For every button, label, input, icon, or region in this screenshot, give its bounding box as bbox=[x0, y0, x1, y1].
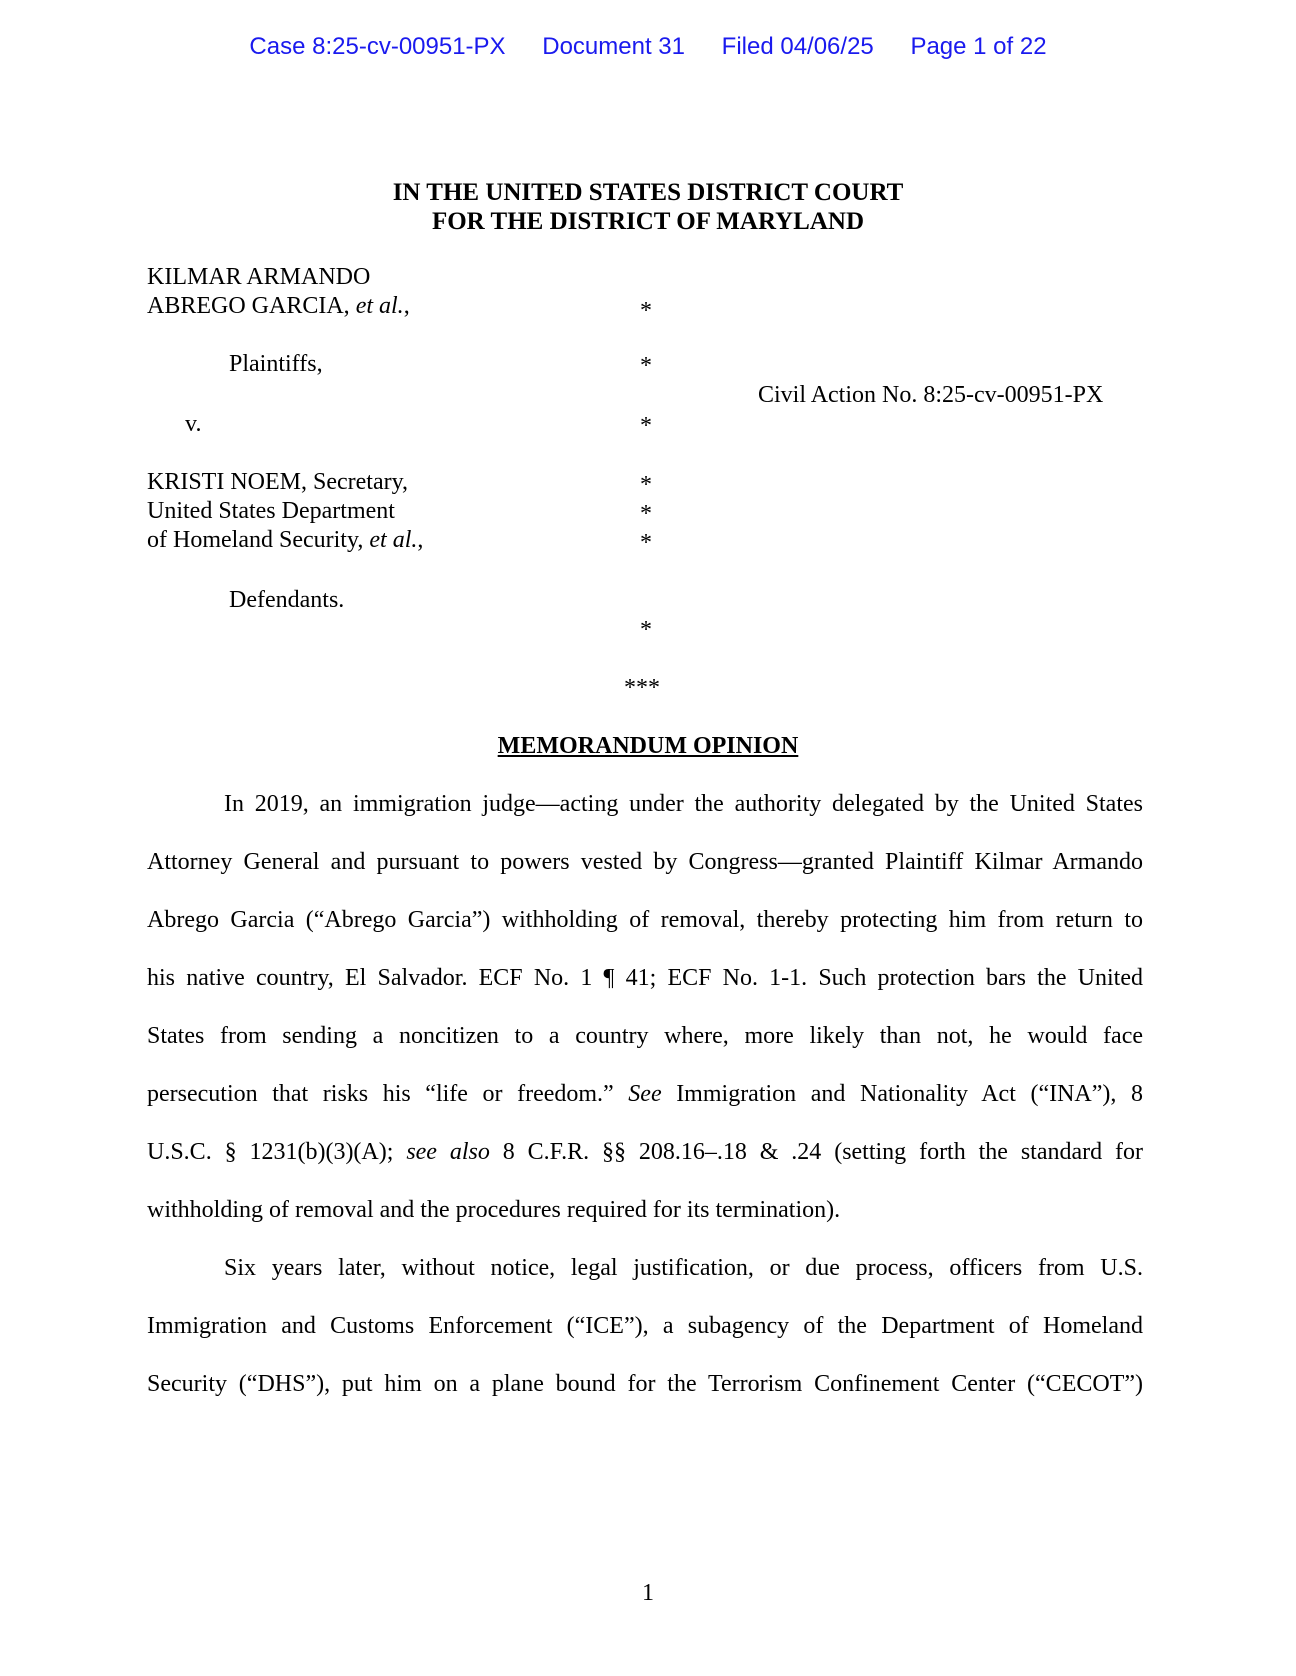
civil-action-number: Civil Action No. 8:25-cv-00951-PX bbox=[758, 382, 1104, 408]
paragraph-1-line: persecution that risks his “life or freedom.” See Immigration and Nationality Act (“INA”), 8 bbox=[147, 1081, 1143, 1107]
citation-signal-see-also: see also bbox=[406, 1139, 490, 1165]
versus: v. bbox=[185, 411, 202, 437]
paragraph-1-line: Attorney General and pursuant to powers vested by Congress—granted Plaintiff Kilmar Armando bbox=[147, 849, 1143, 875]
defendant-name-line-3: of Homeland Security, et al., bbox=[147, 527, 424, 553]
caption-star: * bbox=[640, 298, 652, 324]
plaintiffs-label: Plaintiffs, bbox=[229, 351, 323, 377]
citation-signal-see: See bbox=[628, 1081, 662, 1107]
caption-star: * bbox=[640, 501, 652, 527]
court-line-1: IN THE UNITED STATES DISTRICT COURT bbox=[392, 179, 904, 206]
page-number: 1 bbox=[642, 1580, 654, 1606]
paragraph-1-line: U.S.C. § 1231(b)(3)(A); see also 8 C.F.R. §§ 208.16–.18 & .24 (setting forth the standard for bbox=[147, 1139, 1144, 1165]
plaintiff-name-line-1: KILMAR ARMANDO bbox=[147, 264, 371, 290]
header-case-number: Case 8:25-cv-00951-PX bbox=[249, 33, 506, 60]
caption-star: * bbox=[640, 530, 652, 556]
ecf-header bbox=[0, 33, 1296, 61]
paragraph-2-line: Security (“DHS”), put him on a plane bound for the Terrorism Confinement Center (“CECOT”) bbox=[147, 1371, 1143, 1397]
caption-star: * bbox=[640, 617, 652, 643]
paragraph-2-line: Six years later, without notice, legal justification, or due process, officers from U.S. bbox=[224, 1255, 1143, 1281]
defendant-name-line-2: United States Department bbox=[147, 498, 395, 524]
caption-star: * bbox=[640, 413, 652, 439]
caption-separator: *** bbox=[624, 675, 660, 701]
caption-star: * bbox=[640, 353, 652, 379]
plaintiff-name-line-2: ABREGO GARCIA, et al., bbox=[147, 293, 410, 319]
plaintiff-etal: et al. bbox=[355, 293, 404, 319]
court-name bbox=[0, 178, 1296, 236]
defendant-name-line-1: KRISTI NOEM, Secretary, bbox=[147, 469, 409, 495]
paragraph-1-line: his native country, El Salvador. ECF No. 1 ¶ 41; ECF No. 1-1. Such protection bars the United bbox=[147, 965, 1143, 991]
paragraph-1-line: States from sending a noncitizen to a country where, more likely than not, he would face bbox=[147, 1023, 1143, 1049]
defendant-etal: et al. bbox=[369, 527, 418, 553]
court-line-2: FOR THE DISTRICT OF MARYLAND bbox=[431, 208, 865, 235]
paragraph-1-line: Abrego Garcia (“Abrego Garcia”) withholding of removal, thereby protecting him from return to bbox=[147, 907, 1143, 933]
paragraph-1-line: In 2019, an immigration judge—acting under the authority delegated by the United States bbox=[224, 791, 1143, 817]
header-page-count: Page 1 of 22 bbox=[910, 33, 1047, 60]
defendants-label: Defendants. bbox=[229, 587, 345, 613]
header-filed-date: Filed 04/06/25 bbox=[721, 33, 874, 60]
document-title: MEMORANDUM OPINION bbox=[497, 733, 799, 759]
paragraph-1-line: withholding of removal and the procedures required for its termination). bbox=[147, 1197, 841, 1223]
header-document-number: Document 31 bbox=[542, 33, 685, 60]
caption-star: * bbox=[640, 472, 652, 498]
paragraph-2-line: Immigration and Customs Enforcement (“ICE”), a subagency of the Department of Homeland bbox=[147, 1313, 1143, 1339]
